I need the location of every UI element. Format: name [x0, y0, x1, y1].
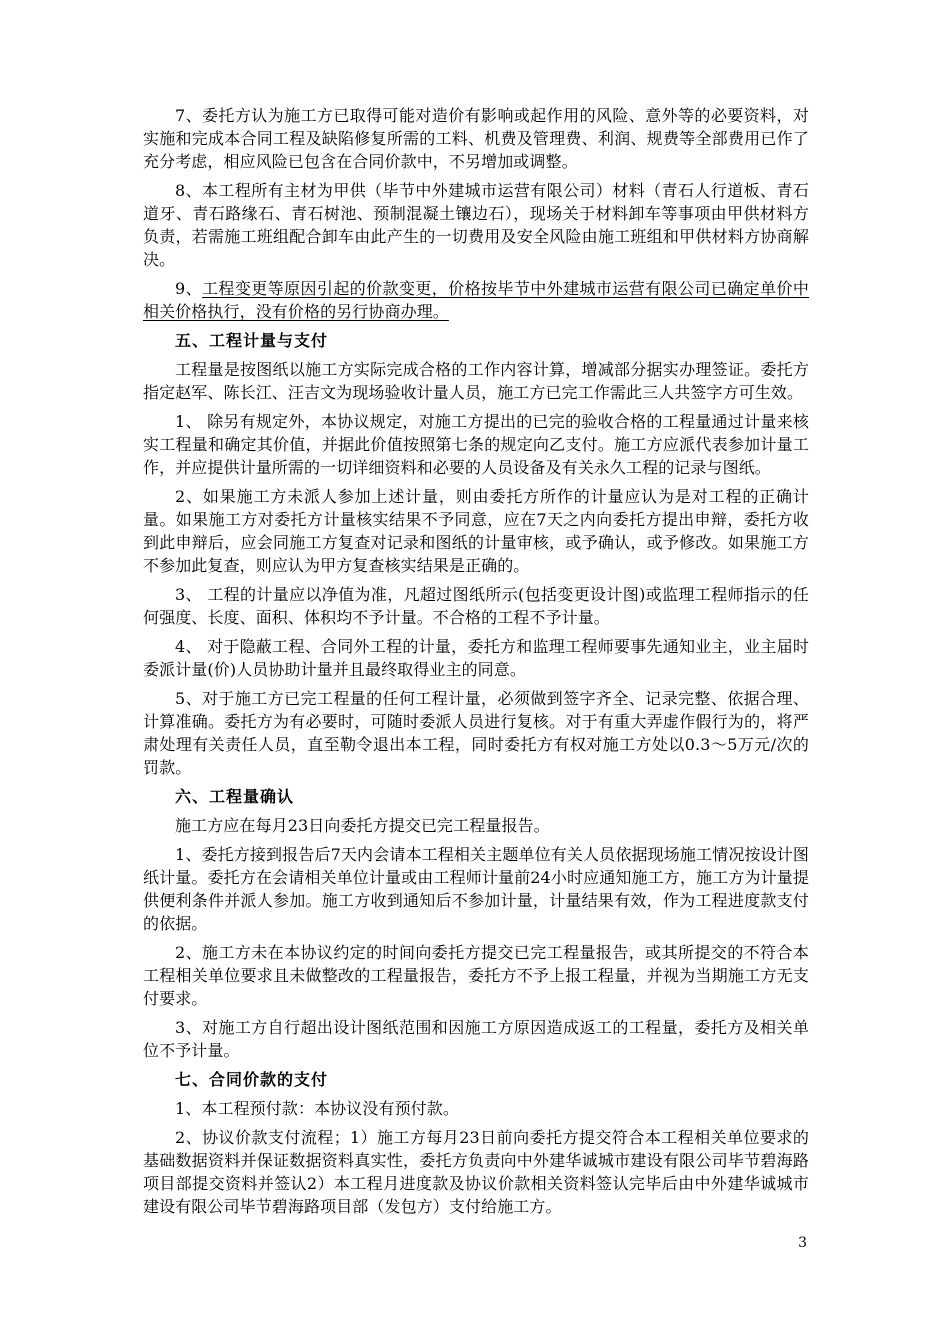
section-5-item-1: 1、 除另有规定外，本协议规定，对施工方提出的已完的验收合格的工程量通过计量来核实工程量和确定其价值，并据此价值按照第七条的规定向乙支付。施工方应派代表参加计量工作，并应提供计量所需的一切详细资料和必要的人员设备及有关永久工程的记录与图纸。 [143, 412, 809, 477]
section-6-item-1: 1、委托方接到报告后7天内会请本工程相关主题单位有关人员依据现场施工情况按设计图纸计量。委托方在会请相关单位计量或由工程师计量前24小时应通知施工方，施工方为计量提供便利条件并派人参加。施工方收到通知后不参加计量，计量结果有效，作为工程进度款支付的依据。 [143, 845, 809, 933]
section-7-heading: 七、合同价款的支付 [175, 1070, 329, 1089]
section-5-heading: 五、工程计量与支付 [175, 331, 329, 350]
section-7-item-2: 2、协议价款支付流程；1）施工方每月23日前向委托方提交符合本工程相关单位要求的基础数据资料并保证数据资料真实性，委托方负责向中外建华诚城市建设有限公司毕节碧海路项目部提交资料并签认2）本工程月进度款及协议价款相关资料签认完毕后由中外建华诚城市建设有限公司毕节碧海路项目部（发包方）支付给施工方。 [143, 1128, 809, 1216]
section-5-item-5: 5、对于施工方已完工程量的任何工程计量，必须做到签字齐全、记录完整、依据合理、计算准确。委托方为有必要时，可随时委派人员进行复核。对于有重大弄虚作假行为的，将严肃处理有关责任人员，直至勒令退出本工程，同时委托方有权对施工方处以0.3～5万元/次的罚款。 [143, 689, 809, 777]
section-6-heading: 六、工程量确认 [175, 787, 295, 806]
section-6-intro: 施工方应在每月23日向委托方提交已完工程量报告。 [175, 816, 550, 835]
document-body [143, 104, 809, 1224]
section-7-item-1: 1、本工程预付款：本协议没有预付款。 [175, 1099, 459, 1118]
section-5-item-2: 2、如果施工方未派人参加上述计量，则由委托方所作的计量应认为是对工程的正确计量。如果施工方对委托方计量核实结果不予同意，应在7天之内向委托方提出申辩，委托方收到此申辩后，应会同施工方复查对记录和图纸的计量审核，或予确认，或予修改。如果施工方不参加此复查，则应认为甲方复查核实结果是正确的。 [143, 487, 809, 575]
clause-8: 8、本工程所有主材为甲供（毕节中外建城市运营有限公司）材料（青石人行道板、青石道牙、青石路缘石、青石树池、预制混凝土镶边石），现场关于材料卸车等事项由甲供材料方负责，若需施工班组配合卸车由此产生的一切费用及安全风险由施工班组和甲供材料方协商解决。 [143, 181, 809, 269]
clause-7: 7、委托方认为施工方已取得可能对造价有影响或起作用的风险、意外等的必要资料，对实施和完成本合同工程及缺陷修复所需的工料、机费及管理费、利润、规费等全部费用已作了充分考虑，相应风险已包含在合同价款中，不另增加或调整。 [143, 106, 809, 171]
clause-9-number: 9、 [175, 279, 203, 298]
clause-9-underlined-text: 工程变更等原因引起的价款变更，价格按毕节中外建城市运营有限公司已确定单价中相关价格执行，没有价格的另行协商办理。 [143, 279, 809, 321]
clause-9 [143, 277, 809, 323]
page-number: 3 [798, 1235, 807, 1251]
section-5-item-3: 3、 工程的计量应以净值为准，凡超过图纸所示(包括变更设计图)或监理工程师指示的任何强度、长度、面积、体积均不予计量。不合格的工程不予计量。 [143, 585, 809, 627]
section-5-item-4: 4、 对于隐蔽工程、合同外工程的计量，委托方和监理工程师要事先通知业主，业主届时委派计量(价)人员协助计量并且最终取得业主的同意。 [143, 637, 809, 679]
section-6-item-3: 3、对施工方自行超出设计图纸范围和因施工方原因造成返工的工程量，委托方及相关单位不予计量。 [143, 1018, 809, 1060]
section-6-item-2: 2、施工方未在本协议约定的时间向委托方提交已完工程量报告，或其所提交的不符合本工程相关单位要求且未做整改的工程量报告，委托方不予上报工程量，并视为当期施工方无支付要求。 [143, 943, 809, 1008]
section-5-intro: 工程量是按图纸以施工方实际完成合格的工作内容计算，增减部分据实办理签证。委托方指定赵军、陈长江、汪吉文为现场验收计量人员，施工方已完工作需此三人共签字方可生效。 [143, 360, 809, 402]
